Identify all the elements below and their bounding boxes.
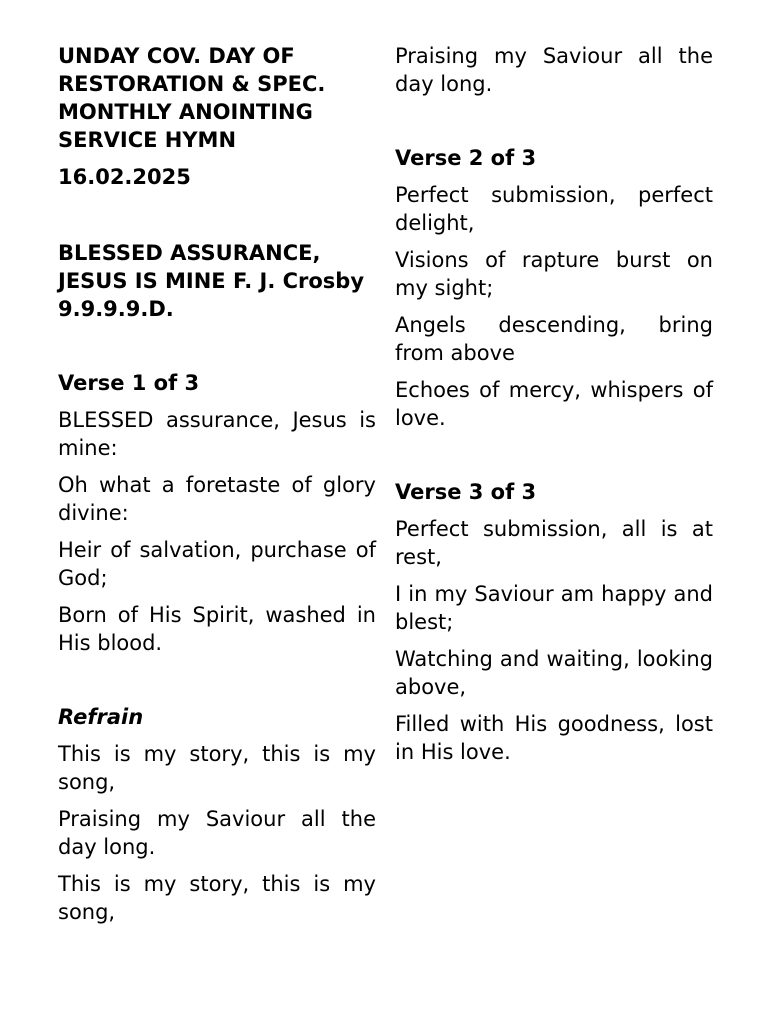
verse-3-line: Filled with His goodness, lost in His love. — [395, 712, 713, 764]
refrain-line: Praising my Saviour all the day long. — [395, 44, 713, 96]
verse-1-line: Heir of salvation, purchase of God; — [58, 538, 376, 590]
verse-2-heading: Verse 2 of 3 — [395, 146, 537, 170]
right-column — [395, 42, 713, 775]
service-date: 16.02.2025 — [58, 165, 191, 189]
refrain-line: This is my story, this is my song, — [58, 872, 376, 924]
service-title: UNDAY COV. DAY OF RESTORATION & SPEC. MONTHLY ANOINTING SERVICE HYMN — [58, 44, 326, 152]
verse-3-line: Perfect submission, all is at rest, — [395, 517, 713, 569]
refrain-line: Praising my Saviour all the day long. — [58, 807, 376, 859]
refrain-line: This is my story, this is my song, — [58, 742, 376, 794]
verse-3-line: Watching and waiting, looking above, — [395, 647, 713, 699]
hymn-title: BLESSED ASSURANCE, JESUS IS MINE F. J. Crosby 9.9.9.9.D. — [58, 241, 365, 321]
verse-2-line: Perfect submission, perfect delight, — [395, 183, 713, 235]
refrain-heading: Refrain — [58, 705, 144, 729]
verse-2-line: Visions of rapture burst on my sight; — [395, 248, 713, 300]
verse-1-line: Born of His Spirit, washed in His blood. — [58, 603, 376, 655]
verse-3-heading: Verse 3 of 3 — [395, 480, 537, 504]
verse-2-line: Angels descending, bring from above — [395, 313, 713, 365]
verse-3-line: I in my Saviour am happy and blest; — [395, 582, 713, 634]
left-column — [58, 42, 376, 935]
verse-1-line: Oh what a foretaste of glory divine: — [58, 473, 376, 525]
verse-1-heading: Verse 1 of 3 — [58, 371, 200, 395]
verse-2-line: Echoes of mercy, whispers of love. — [395, 378, 713, 430]
verse-1-line: BLESSED assurance, Jesus is mine: — [58, 408, 376, 460]
